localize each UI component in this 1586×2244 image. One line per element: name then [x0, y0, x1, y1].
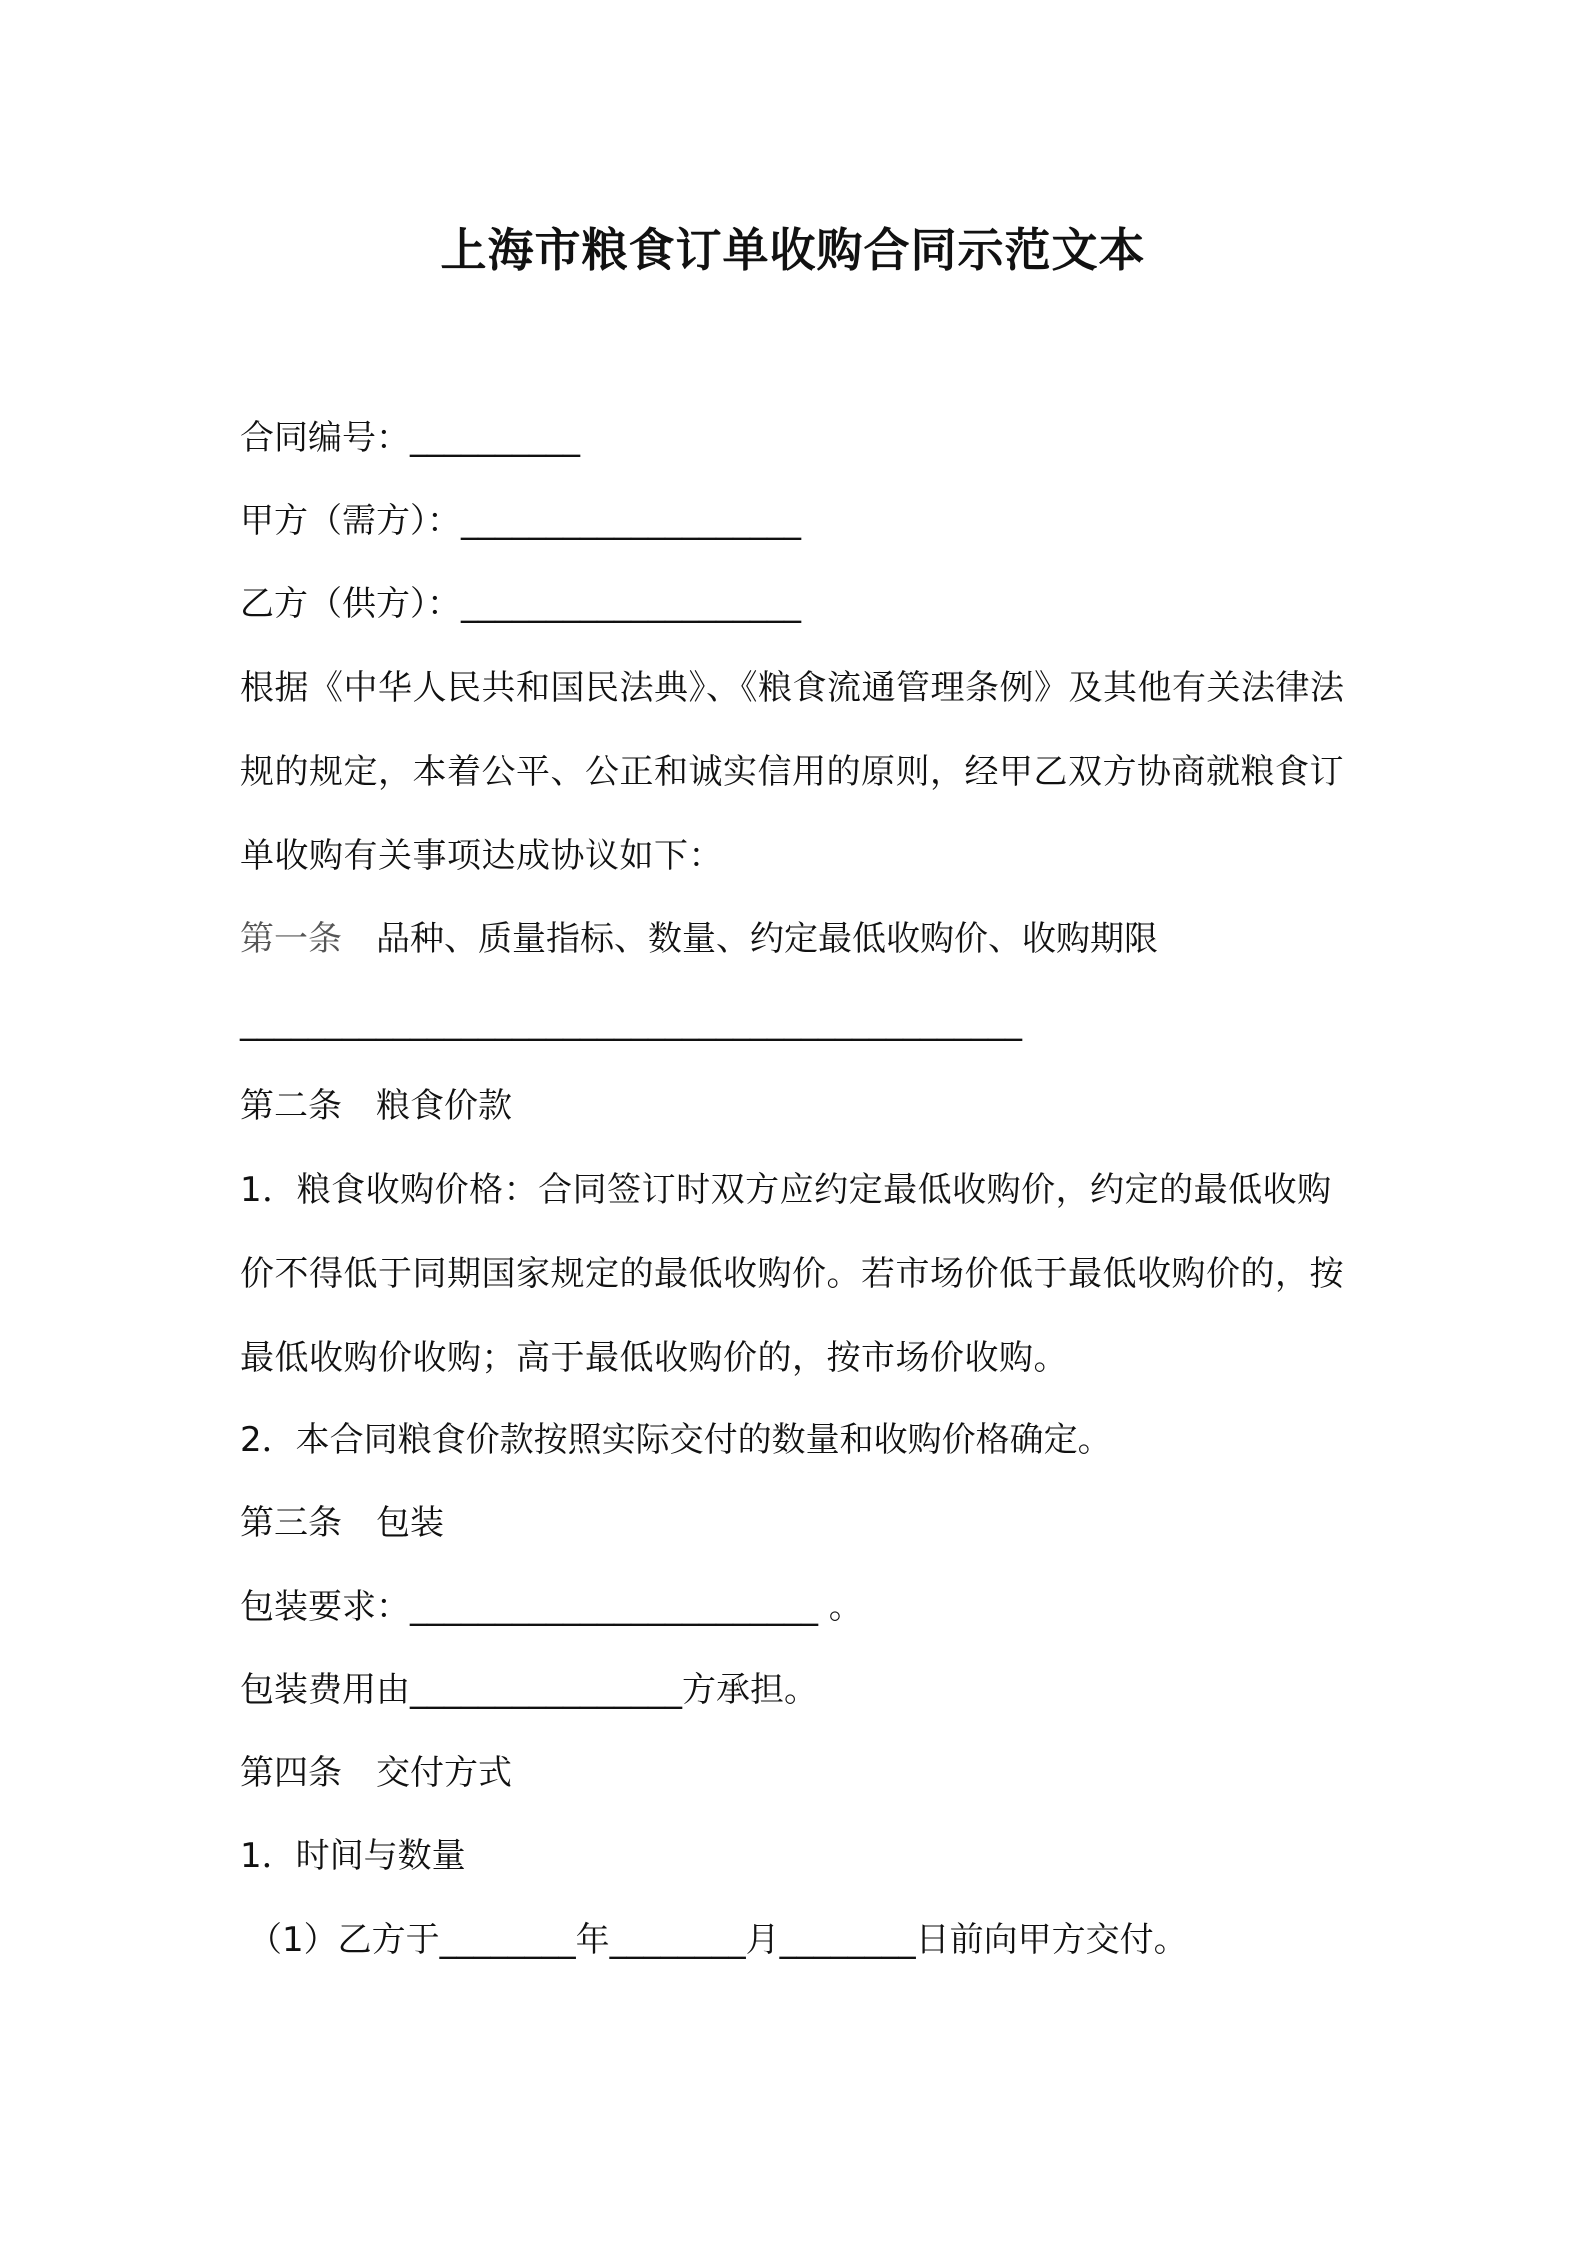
article-4-heading [240, 1753, 512, 1793]
article-1-label: 第一条 [240, 919, 342, 959]
article-1-blank: ______________________________________________ [240, 1002, 1022, 1042]
article-2-heading [240, 1086, 512, 1126]
article-1-heading [240, 919, 1158, 959]
document-title: 上海市粮食订单收购合同示范文本 [440, 223, 1146, 277]
article-3-heading [240, 1503, 444, 1543]
packaging-cost: 包装费用由________________方承担。 [240, 1670, 818, 1710]
article-2-item-1: 1．粮食收购价格：合同签订时双方应约定最低收购价，约定的最低收购价不得低于同期国家规定的最低收购价。若市场价低于最低收购价的，按最低收购价收购；高于最低收购价的，按市场价收购。 [240, 1170, 1344, 1378]
contract-number-line: 合同编号：__________ [240, 418, 580, 458]
article-1-title: 品种、质量指标、数量、约定最低收购价、收购期限 [376, 919, 1158, 959]
article-2-item-2: 2．本合同粮食价款按照实际交付的数量和收购价格确定。 [240, 1420, 1112, 1460]
article-4-item-1: 1．时间与数量 [240, 1836, 466, 1876]
party-a-line: 甲方（需方）：____________________ [240, 501, 801, 541]
article-4-title: 交付方式 [376, 1753, 512, 1793]
party-b-line: 乙方（供方）：____________________ [240, 584, 801, 624]
article-4-label: 第四条 [240, 1753, 342, 1793]
article-2-title: 粮食价款 [376, 1086, 512, 1126]
article-4-sub-1: （1）乙方于________年________月________日前向甲方交付。 [248, 1920, 1188, 1960]
article-2-label: 第二条 [240, 1086, 342, 1126]
packaging-requirement: 包装要求：________________________ 。 [240, 1587, 863, 1627]
intro-paragraph: 根据《中华人民共和国民法典》、《粮食流通管理条例》及其他有关法律法规的规定，本着公平、公正和诚实信用的原则，经甲乙双方协商就粮食订单收购有关事项达成协议如下： [240, 668, 1345, 876]
article-3-label: 第三条 [240, 1503, 342, 1543]
article-3-title: 包装 [376, 1503, 444, 1543]
